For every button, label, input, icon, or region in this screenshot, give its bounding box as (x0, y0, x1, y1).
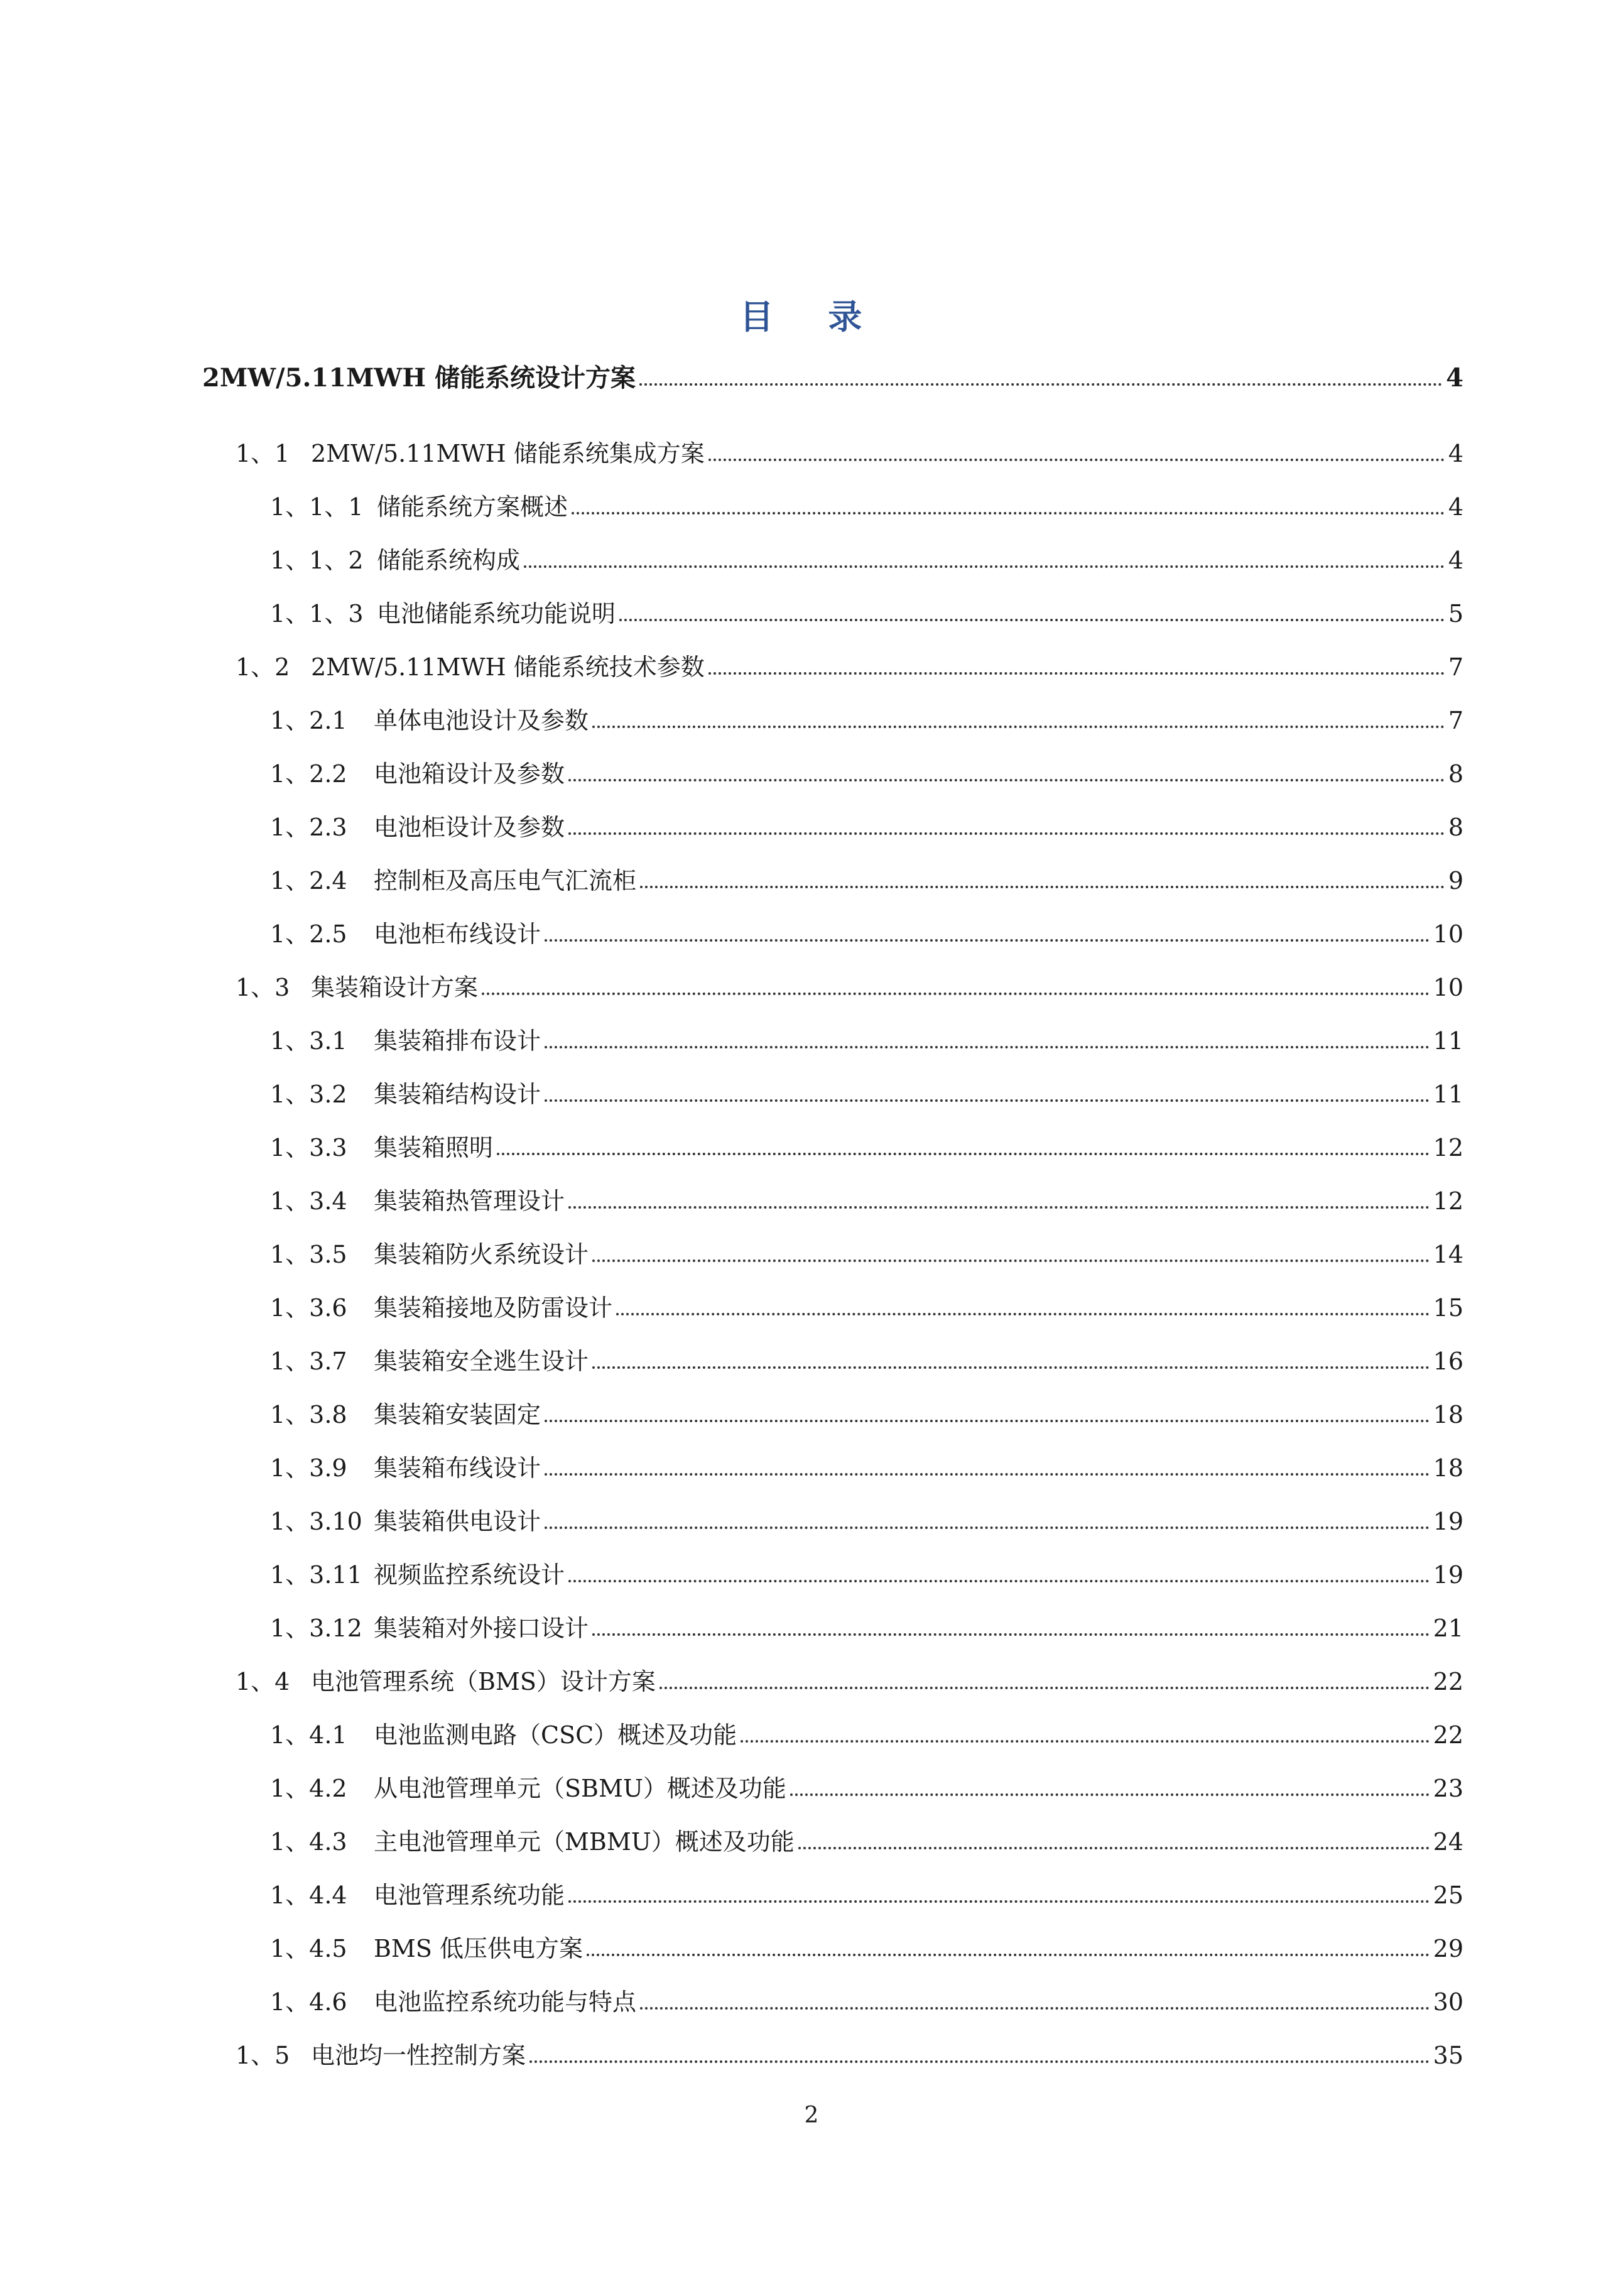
toc-entry-title: 集装箱安装固定 (374, 1401, 541, 1428)
toc-entry[interactable] (270, 1964, 1463, 2017)
toc-entry-title: 2MW/5.11MWH 储能系统设计方案 (202, 363, 636, 393)
toc-entry-page: 22 (1433, 1721, 1463, 1749)
toc-entry-number: 1、4 (236, 1668, 290, 1695)
toc-leader-dots (592, 1633, 1430, 1636)
toc-entry-page: 4 (1446, 363, 1463, 393)
toc-entry-page: 9 (1448, 867, 1463, 895)
toc-entry[interactable] (270, 736, 1463, 789)
toc-leader-dots (545, 1526, 1430, 1529)
toc-entry[interactable] (270, 1911, 1463, 1964)
toc-leader-dots (572, 511, 1445, 514)
toc-entry-title: 电池箱设计及参数 (374, 760, 565, 788)
toc-entry-page: 8 (1448, 813, 1463, 841)
toc-entry-title: BMS 低压供电方案 (374, 1935, 583, 1962)
toc-leader-dots (708, 458, 1445, 461)
toc-entry[interactable] (270, 1858, 1463, 1910)
toc-entry[interactable] (270, 1057, 1463, 1109)
toc-leader-dots (587, 1953, 1430, 1956)
toc-entry[interactable] (270, 1591, 1463, 1643)
toc-entry-title: 集装箱排布设计 (374, 1027, 541, 1055)
toc-entry-title: 从电池管理单元（SBMU）概述及功能 (374, 1775, 786, 1802)
toc-entry-page: 8 (1448, 760, 1463, 788)
toc-entry[interactable] (270, 469, 1463, 522)
toc-entry-number: 1、3.11 (270, 1561, 362, 1589)
toc-leader-dots (568, 1579, 1430, 1582)
toc-entry-title: 视频监控系统设计 (374, 1561, 565, 1589)
toc-leader-dots (524, 565, 1445, 568)
toc-entry-page: 21 (1433, 1614, 1463, 1642)
toc-entry-title: 集装箱设计方案 (311, 974, 479, 1001)
toc-entry-page: 22 (1433, 1668, 1463, 1695)
toc-entry[interactable] (270, 1430, 1463, 1483)
toc-entry-number: 1、4.1 (270, 1721, 347, 1749)
toc-entry[interactable] (270, 896, 1463, 949)
toc-title: 目 录 (739, 297, 884, 337)
toc-leader-dots (545, 1045, 1430, 1048)
toc-entry-title: 集装箱布线设计 (374, 1454, 541, 1482)
toc-entry[interactable] (270, 683, 1463, 736)
toc-entry-title: 集装箱供电设计 (374, 1508, 541, 1535)
toc-entry[interactable] (270, 1110, 1463, 1163)
toc-leader-dots (616, 1312, 1430, 1315)
toc-entry-title: 电池监控系统功能与特点 (374, 1988, 637, 2016)
toc-entry-number: 1、5 (236, 2042, 290, 2069)
toc-entry-number: 1、4.3 (270, 1828, 347, 1856)
toc-entry-number: 1、3 (236, 974, 290, 1001)
toc-leader-dots (592, 1366, 1430, 1369)
toc-entry-title: 2MW/5.11MWH 储能系统集成方案 (311, 440, 705, 467)
toc-entry-title: 电池均一性控制方案 (311, 2042, 526, 2069)
toc-entry-title: 主电池管理单元（MBMU）概述及功能 (374, 1828, 795, 1856)
toc-entry-title: 控制柜及高压电气汇流柜 (374, 867, 637, 895)
toc-entry-title: 电池柜设计及参数 (374, 813, 565, 841)
toc-leader-dots (639, 383, 1442, 386)
toc-entry-page: 11 (1433, 1027, 1463, 1055)
toc-entry-title: 2MW/5.11MWH 储能系统技术参数 (311, 653, 705, 681)
toc-entry-page: 16 (1433, 1347, 1463, 1375)
toc-leader-dots (545, 1472, 1430, 1476)
toc-entry-number: 1、3.12 (270, 1614, 362, 1642)
toc-entry[interactable] (270, 790, 1463, 842)
toc-entry-title: 电池管理系统功能 (374, 1881, 565, 1909)
toc-leader-dots (708, 672, 1445, 675)
toc-entry-number: 1、3.7 (270, 1347, 347, 1375)
toc-leader-dots (592, 725, 1445, 728)
toc-leader-dots (568, 778, 1445, 781)
toc-entry-number: 1、3.5 (270, 1241, 347, 1268)
toc-entry[interactable] (270, 1484, 1463, 1537)
toc-entry[interactable] (270, 843, 1463, 896)
toc-entry-title: 储能系统方案概述 (377, 493, 568, 521)
toc-entry-title: 电池监测电路（CSC）概述及功能 (374, 1721, 737, 1749)
toc-leader-dots (660, 1686, 1430, 1689)
toc-entry-number: 1、2.4 (270, 867, 347, 895)
toc-entry-number: 1、3.10 (270, 1508, 362, 1535)
toc-leader-dots (482, 992, 1430, 995)
toc-leader-dots (798, 1846, 1430, 1849)
toc-entry[interactable] (270, 1163, 1463, 1216)
toc-entry-number: 1、3.3 (270, 1134, 347, 1162)
toc-entry-number: 1、2.1 (270, 707, 347, 734)
toc-leader-dots (619, 618, 1445, 621)
toc-entry-page: 25 (1433, 1881, 1463, 1909)
toc-entry-title: 电池管理系统（BMS）设计方案 (311, 1668, 656, 1695)
toc-entry-number: 1、2 (236, 653, 290, 681)
toc-leader-dots (568, 832, 1445, 835)
toc-entry[interactable] (270, 523, 1463, 575)
toc-entry-page: 35 (1433, 2042, 1463, 2069)
toc-leader-dots (640, 2006, 1430, 2010)
toc-entry[interactable] (270, 1270, 1463, 1323)
toc-entry-page: 12 (1433, 1187, 1463, 1215)
toc-entry-page: 10 (1433, 920, 1463, 948)
toc-entry[interactable] (236, 1644, 1463, 1697)
toc-entry-page: 30 (1433, 1988, 1463, 2016)
toc-entry-title: 电池柜布线设计 (374, 920, 541, 948)
toc-entry-title: 集装箱对外接口设计 (374, 1614, 589, 1642)
toc-entry-title: 集装箱热管理设计 (374, 1187, 565, 1215)
toc-entry-page: 7 (1448, 653, 1463, 681)
toc-entry-number: 1、1 (236, 440, 290, 467)
toc-entry-number: 1、2.5 (270, 920, 347, 948)
toc-entry-number: 1、3.4 (270, 1187, 347, 1215)
page-number: 2 (804, 2103, 819, 2128)
toc-entry[interactable] (270, 1217, 1463, 1270)
toc-entry-page: 4 (1448, 493, 1463, 521)
toc-entry-title: 集装箱结构设计 (374, 1080, 541, 1108)
toc-entry[interactable] (236, 950, 1463, 1003)
toc-entry-page: 14 (1433, 1241, 1463, 1268)
toc-entry-number: 1、3.6 (270, 1294, 347, 1322)
toc-entry-title: 集装箱安全逃生设计 (374, 1347, 589, 1375)
toc-leader-dots (741, 1739, 1429, 1743)
toc-leader-dots (497, 1152, 1430, 1155)
toc-entry-page: 19 (1433, 1561, 1463, 1589)
toc-entry-number: 1、4.5 (270, 1935, 347, 1962)
toc-entry-number: 1、4.2 (270, 1775, 347, 1802)
toc-entry-title: 集装箱防火系统设计 (374, 1241, 589, 1268)
toc-entry-page: 23 (1433, 1775, 1463, 1802)
toc-entry-page: 11 (1433, 1080, 1463, 1108)
toc-entry[interactable] (270, 1003, 1463, 1056)
toc-leader-dots (568, 1900, 1430, 1903)
toc-entry[interactable] (270, 576, 1463, 629)
toc-entry-title: 储能系统构成 (377, 547, 521, 574)
toc-entry-page: 24 (1433, 1828, 1463, 1856)
toc-entry[interactable] (270, 1537, 1463, 1590)
toc-entry[interactable] (270, 1804, 1463, 1857)
toc-entry-page: 15 (1433, 1294, 1463, 1322)
toc-entry-title: 电池储能系统功能说明 (377, 600, 616, 628)
toc-entry-number: 1、4.6 (270, 1988, 347, 2016)
toc-entry-page: 19 (1433, 1508, 1463, 1535)
toc-entry-title: 单体电池设计及参数 (374, 707, 589, 734)
toc-entry-number: 1、2.3 (270, 813, 347, 841)
toc-leader-dots (592, 1259, 1430, 1262)
toc-entry[interactable] (236, 2018, 1463, 2070)
toc-leader-dots (568, 1205, 1430, 1209)
toc-entry[interactable] (270, 1697, 1463, 1750)
toc-entry-number: 1、3.9 (270, 1454, 347, 1482)
toc-leader-dots (790, 1793, 1430, 1796)
toc-entry[interactable] (236, 629, 1463, 682)
toc-entry-page: 10 (1433, 974, 1463, 1001)
toc-entry-number: 1、1、3 (270, 600, 364, 628)
toc-entry-number: 1、1、1 (270, 493, 364, 521)
toc-leader-dots (640, 885, 1445, 888)
toc-entry-number: 1、3.2 (270, 1080, 347, 1108)
toc-entry-page: 4 (1448, 547, 1463, 574)
toc-entry-number: 1、1、2 (270, 547, 364, 574)
toc-entry[interactable] (236, 416, 1463, 469)
toc-entry-page: 18 (1433, 1401, 1463, 1428)
toc-entry-page: 4 (1448, 440, 1463, 467)
toc-entry[interactable] (202, 340, 1463, 393)
toc-entry-title: 集装箱照明 (374, 1134, 494, 1162)
toc-entry-number: 1、3.1 (270, 1027, 347, 1055)
toc-entry-number: 1、4.4 (270, 1881, 347, 1909)
toc-leader-dots (545, 939, 1430, 942)
toc-entry-page: 5 (1448, 600, 1463, 628)
toc-entry[interactable] (270, 1377, 1463, 1430)
toc-entry-page: 29 (1433, 1935, 1463, 1962)
toc-entry-title: 集装箱接地及防雷设计 (374, 1294, 613, 1322)
toc-entry-page: 18 (1433, 1454, 1463, 1482)
toc-leader-dots (545, 1419, 1430, 1422)
toc-entry-number: 1、3.8 (270, 1401, 347, 1428)
toc-entry[interactable] (270, 1324, 1463, 1376)
toc-leader-dots (545, 1099, 1430, 1102)
toc-entry-page: 12 (1433, 1134, 1463, 1162)
toc-entry[interactable] (270, 1751, 1463, 1804)
toc-leader-dots (529, 2060, 1430, 2063)
toc-entry-number: 1、2.2 (270, 760, 347, 788)
toc-entry-page: 7 (1448, 707, 1463, 734)
